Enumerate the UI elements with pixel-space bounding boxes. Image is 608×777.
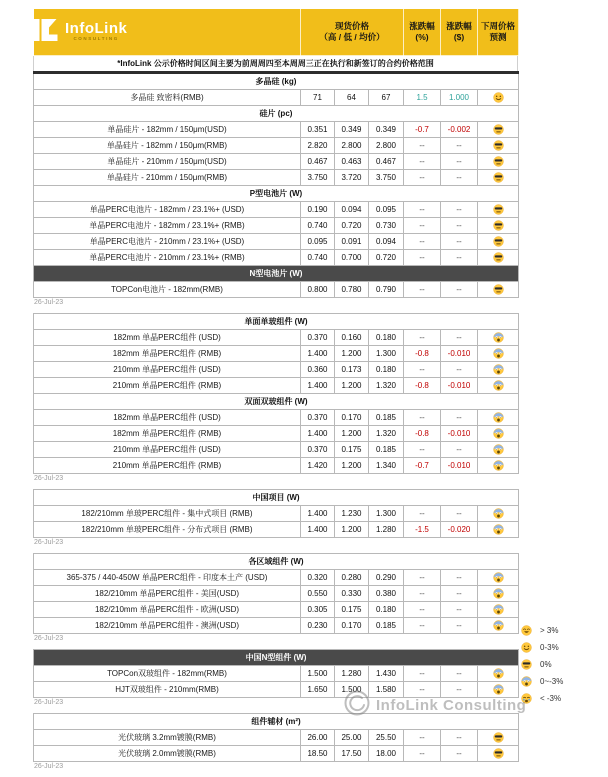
- price-avg: 18.00: [369, 746, 404, 762]
- table-row: [34, 618, 519, 634]
- table-row: [34, 746, 519, 762]
- price-high: 1.420: [301, 458, 335, 474]
- table-row: [34, 330, 519, 346]
- price-table-group-2: [33, 313, 519, 474]
- price-avg: 0.790: [369, 282, 404, 298]
- product-name: 单晶PERC电池片 - 210mm / 23.1%+ (USD): [34, 234, 301, 250]
- table-row: [34, 170, 519, 186]
- change-pct: --: [404, 506, 441, 522]
- price-high: 0.230: [301, 618, 335, 634]
- table-row: [34, 234, 519, 250]
- price-avg: 0.185: [369, 618, 404, 634]
- product-name: HJT双玻组件 - 210mm(RMB): [34, 682, 301, 698]
- fear-face-icon: [478, 602, 519, 618]
- table-row: [34, 362, 519, 378]
- product-name: 182mm 单晶PERC组件 (RMB): [34, 346, 301, 362]
- fear-face-icon: [478, 426, 519, 442]
- table-row: [34, 90, 519, 106]
- infolink-logo-icon: [34, 18, 60, 45]
- table-row: [34, 410, 519, 426]
- column-header-spot-price: 现货价格 （高 / 低 / 均价）: [301, 9, 404, 56]
- section-title: 单面单玻组件 (W): [34, 314, 519, 330]
- legend-label: > 3%: [540, 626, 559, 635]
- price-avg: 0.349: [369, 122, 404, 138]
- change-usd: --: [441, 234, 478, 250]
- price-avg: 1.580: [369, 682, 404, 698]
- change-pct: --: [404, 730, 441, 746]
- change-pct: --: [404, 250, 441, 266]
- price-low: 0.175: [335, 602, 369, 618]
- change-pct: --: [404, 218, 441, 234]
- change-pct: --: [404, 138, 441, 154]
- price-high: 1.400: [301, 346, 335, 362]
- price-high: 0.800: [301, 282, 335, 298]
- date-label: 26-Jul-23: [34, 539, 64, 546]
- product-name: 单晶硅片 - 210mm / 150μm(USD): [34, 154, 301, 170]
- section-title: 中国项目 (W): [34, 490, 519, 506]
- sunglasses-face-icon: [521, 656, 532, 674]
- table-row: [34, 218, 519, 234]
- table-row: [34, 570, 519, 586]
- price-note: *InfoLink 公示价格时间区间主要为前周周四至本周周三正在执行和新签订的合约价格范围: [33, 56, 518, 71]
- change-pct: -1.5: [404, 522, 441, 538]
- date-label: 26-Jul-23: [34, 475, 64, 482]
- product-name: 182mm 单晶PERC组件 (USD): [34, 330, 301, 346]
- table-row: [34, 506, 519, 522]
- table-row: [34, 442, 519, 458]
- price-avg: 1.320: [369, 426, 404, 442]
- price-high: 1.400: [301, 378, 335, 394]
- fear-face-icon: [478, 346, 519, 362]
- sunglasses-face-icon: [478, 138, 519, 154]
- section-title: 双面双玻组件 (W): [34, 394, 519, 410]
- price-table-group-4: [33, 553, 519, 634]
- change-pct: -0.7: [404, 122, 441, 138]
- price-avg: 0.720: [369, 250, 404, 266]
- fear-face-icon: [478, 506, 519, 522]
- product-name: 182mm 单晶PERC组件 (RMB): [34, 426, 301, 442]
- section-title: P型电池片 (W): [34, 186, 519, 202]
- column-header-change-pct: 涨跌幅 (%): [404, 9, 441, 56]
- change-usd: -0.002: [441, 122, 478, 138]
- price-avg: 0.185: [369, 442, 404, 458]
- price-avg: 0.180: [369, 362, 404, 378]
- price-avg: 1.340: [369, 458, 404, 474]
- change-usd: -0.010: [441, 426, 478, 442]
- fear-face-icon: [478, 458, 519, 474]
- price-avg: 1.300: [369, 346, 404, 362]
- price-high: 71: [301, 90, 335, 106]
- table-row: [34, 346, 519, 362]
- smile-face-icon: [521, 639, 532, 657]
- price-avg: 67: [369, 90, 404, 106]
- price-low: 0.170: [335, 410, 369, 426]
- change-pct: --: [404, 234, 441, 250]
- change-pct: -0.8: [404, 346, 441, 362]
- change-usd: -0.010: [441, 346, 478, 362]
- price-high: 0.095: [301, 234, 335, 250]
- price-low: 1.230: [335, 506, 369, 522]
- table-row: [34, 426, 519, 442]
- price-low: 0.349: [335, 122, 369, 138]
- change-pct: --: [404, 666, 441, 682]
- product-name: 单晶硅片 - 210mm / 150μm(RMB): [34, 170, 301, 186]
- fear-face-icon: [478, 570, 519, 586]
- change-pct: --: [404, 362, 441, 378]
- product-name: 210mm 单晶PERC组件 (USD): [34, 442, 301, 458]
- change-usd: -0.020: [441, 522, 478, 538]
- table-row: [34, 250, 519, 266]
- price-high: 1.400: [301, 522, 335, 538]
- change-usd: --: [441, 586, 478, 602]
- price-low: 0.780: [335, 282, 369, 298]
- section-header-row: [34, 73, 519, 90]
- change-pct: --: [404, 330, 441, 346]
- change-usd: --: [441, 618, 478, 634]
- change-pct: 1.5: [404, 90, 441, 106]
- product-name: 多晶硅 致密料(RMB): [34, 90, 301, 106]
- change-usd: --: [441, 666, 478, 682]
- fear-face-icon: [478, 410, 519, 426]
- change-pct: --: [404, 202, 441, 218]
- fear-face-icon: [521, 673, 532, 691]
- price-high: 1.650: [301, 682, 335, 698]
- price-avg: 0.180: [369, 330, 404, 346]
- product-name: 182/210mm 单玻PERC组件 - 集中式项目 (RMB): [34, 506, 301, 522]
- price-high: 18.50: [301, 746, 335, 762]
- change-usd: --: [441, 602, 478, 618]
- product-name: TOPCon双玻组件 - 182mm(RMB): [34, 666, 301, 682]
- price-high: 0.550: [301, 586, 335, 602]
- change-pct: --: [404, 682, 441, 698]
- change-usd: --: [441, 682, 478, 698]
- change-usd: --: [441, 442, 478, 458]
- change-pct: -0.8: [404, 426, 441, 442]
- price-low: 0.175: [335, 442, 369, 458]
- price-table-group-3: [33, 489, 519, 538]
- section-title: 多晶硅 (kg): [34, 73, 519, 90]
- price-low: 1.200: [335, 458, 369, 474]
- price-low: 2.800: [335, 138, 369, 154]
- price-avg: 0.094: [369, 234, 404, 250]
- price-high: 26.00: [301, 730, 335, 746]
- price-avg: 0.180: [369, 602, 404, 618]
- date-label: 26-Jul-23: [34, 763, 64, 770]
- price-low: 0.094: [335, 202, 369, 218]
- sunglasses-face-icon: [478, 282, 519, 298]
- section-header-row: [34, 394, 519, 410]
- table-row: [34, 666, 519, 682]
- change-pct: --: [404, 602, 441, 618]
- price-high: 1.500: [301, 666, 335, 682]
- change-usd: --: [441, 154, 478, 170]
- price-table-group-6: [33, 713, 519, 762]
- price-table-group-1: [33, 71, 519, 298]
- date-label: 26-Jul-23: [34, 635, 64, 642]
- fear-face-icon: [478, 330, 519, 346]
- watermark-text: InfoLink Consulting: [376, 697, 527, 714]
- forecast-legend: [521, 622, 563, 707]
- product-name: 210mm 单晶PERC组件 (USD): [34, 362, 301, 378]
- table-row: [34, 522, 519, 538]
- section-header-row: [34, 106, 519, 122]
- price-low: 25.00: [335, 730, 369, 746]
- price-high: 0.190: [301, 202, 335, 218]
- product-name: 单晶PERC电池片 - 210mm / 23.1%+ (RMB): [34, 250, 301, 266]
- price-low: 0.720: [335, 218, 369, 234]
- sunglasses-face-icon: [478, 154, 519, 170]
- change-usd: --: [441, 410, 478, 426]
- table-row: [34, 682, 519, 698]
- price-avg: 25.50: [369, 730, 404, 746]
- price-avg: 0.467: [369, 154, 404, 170]
- smile-face-icon: [478, 90, 519, 106]
- logo-subtitle: CONSULTING: [73, 36, 119, 42]
- price-low: 0.170: [335, 618, 369, 634]
- price-avg: 2.800: [369, 138, 404, 154]
- change-usd: --: [441, 202, 478, 218]
- section-header-row: [34, 266, 519, 282]
- product-name: 单晶硅片 - 182mm / 150μm(USD): [34, 122, 301, 138]
- sunglasses-face-icon: [478, 218, 519, 234]
- sunglasses-face-icon: [478, 122, 519, 138]
- section-title: 硅片 (pc): [34, 106, 519, 122]
- price-avg: 0.290: [369, 570, 404, 586]
- legend-item: [521, 656, 563, 673]
- price-low: 0.160: [335, 330, 369, 346]
- section-title: N型电池片 (W): [34, 266, 519, 282]
- legend-item: [521, 622, 563, 639]
- price-table-groups: [33, 71, 518, 772]
- section-header-row: [34, 650, 519, 666]
- change-usd: -0.010: [441, 458, 478, 474]
- sunglasses-face-icon: [478, 730, 519, 746]
- change-usd: --: [441, 282, 478, 298]
- change-usd: --: [441, 506, 478, 522]
- price-avg: 1.300: [369, 506, 404, 522]
- fear-face-icon: [478, 682, 519, 698]
- laugh-face-icon: [521, 622, 532, 640]
- product-name: 光伏玻璃 2.0mm镀膜(RMB): [34, 746, 301, 762]
- change-usd: --: [441, 138, 478, 154]
- product-name: 单晶PERC电池片 - 182mm / 23.1%+ (RMB): [34, 218, 301, 234]
- price-low: 0.280: [335, 570, 369, 586]
- price-low: 0.330: [335, 586, 369, 602]
- table-row: [34, 122, 519, 138]
- change-pct: --: [404, 586, 441, 602]
- change-usd: --: [441, 250, 478, 266]
- price-low: 0.173: [335, 362, 369, 378]
- legend-item: [521, 690, 563, 707]
- infolink-logo: [34, 9, 301, 56]
- cry-face-icon: [521, 690, 532, 708]
- fear-face-icon: [478, 618, 519, 634]
- table-row: [34, 138, 519, 154]
- price-low: 1.200: [335, 426, 369, 442]
- table-row: [34, 378, 519, 394]
- fear-face-icon: [478, 362, 519, 378]
- price-low: 1.200: [335, 522, 369, 538]
- change-pct: --: [404, 170, 441, 186]
- change-pct: --: [404, 442, 441, 458]
- product-name: 182/210mm 单晶PERC组件 - 美国(USD): [34, 586, 301, 602]
- legend-label: 0-3%: [540, 643, 559, 652]
- change-pct: --: [404, 746, 441, 762]
- product-name: 210mm 单晶PERC组件 (RMB): [34, 378, 301, 394]
- price-high: 0.360: [301, 362, 335, 378]
- fear-face-icon: [478, 442, 519, 458]
- table-row: [34, 586, 519, 602]
- product-name: 365-375 / 440-450W 单晶PERC组件 - 印度本土产 (USD): [34, 570, 301, 586]
- table-row: [34, 202, 519, 218]
- price-high: 0.370: [301, 442, 335, 458]
- section-title: 组件辅材 (m²): [34, 714, 519, 730]
- price-low: 1.280: [335, 666, 369, 682]
- date-label: 26-Jul-23: [34, 699, 64, 706]
- table-row: [34, 730, 519, 746]
- change-usd: 1.000: [441, 90, 478, 106]
- price-high: 2.820: [301, 138, 335, 154]
- legend-label: < -3%: [540, 694, 562, 703]
- section-header-row: [34, 314, 519, 330]
- sunglasses-face-icon: [478, 202, 519, 218]
- price-high: 0.320: [301, 570, 335, 586]
- column-header-change-usd: 涨跌幅 ($): [441, 9, 478, 56]
- change-pct: --: [404, 410, 441, 426]
- fear-face-icon: [478, 522, 519, 538]
- price-low: 1.200: [335, 346, 369, 362]
- product-name: 182/210mm 单玻PERC组件 - 分布式项目 (RMB): [34, 522, 301, 538]
- change-usd: --: [441, 570, 478, 586]
- product-name: 182/210mm 单晶PERC组件 - 欧洲(USD): [34, 602, 301, 618]
- price-avg: 0.380: [369, 586, 404, 602]
- change-pct: --: [404, 570, 441, 586]
- sunglasses-face-icon: [478, 746, 519, 762]
- sunglasses-face-icon: [478, 234, 519, 250]
- report-header: [33, 8, 519, 56]
- section-title: 中国N型组件 (W): [34, 650, 519, 666]
- legend-item: [521, 639, 563, 656]
- product-name: 210mm 单晶PERC组件 (RMB): [34, 458, 301, 474]
- change-usd: --: [441, 170, 478, 186]
- price-high: 0.740: [301, 250, 335, 266]
- product-name: TOPCon电池片 - 182mm(RMB): [34, 282, 301, 298]
- change-usd: --: [441, 330, 478, 346]
- price-avg: 0.095: [369, 202, 404, 218]
- change-pct: --: [404, 618, 441, 634]
- table-row: [34, 154, 519, 170]
- price-avg: 1.430: [369, 666, 404, 682]
- change-pct: -0.8: [404, 378, 441, 394]
- price-avg: 1.280: [369, 522, 404, 538]
- change-usd: --: [441, 218, 478, 234]
- product-name: 单晶硅片 - 182mm / 150μm(RMB): [34, 138, 301, 154]
- fear-face-icon: [478, 586, 519, 602]
- sunglasses-face-icon: [478, 250, 519, 266]
- price-avg: 0.185: [369, 410, 404, 426]
- fear-face-icon: [478, 378, 519, 394]
- section-title: 各区域组件 (W): [34, 554, 519, 570]
- price-low: 0.700: [335, 250, 369, 266]
- sunglasses-face-icon: [478, 170, 519, 186]
- price-report: [33, 8, 518, 777]
- logo-name: InfoLink: [65, 20, 128, 38]
- legend-item: [521, 673, 563, 690]
- price-low: 0.091: [335, 234, 369, 250]
- change-pct: -0.7: [404, 458, 441, 474]
- price-table-group-5: [33, 649, 519, 698]
- change-usd: -0.010: [441, 378, 478, 394]
- change-usd: --: [441, 746, 478, 762]
- price-low: 0.463: [335, 154, 369, 170]
- change-pct: --: [404, 154, 441, 170]
- fear-face-icon: [478, 666, 519, 682]
- price-low: 3.720: [335, 170, 369, 186]
- price-high: 0.740: [301, 218, 335, 234]
- price-low: 17.50: [335, 746, 369, 762]
- change-usd: --: [441, 730, 478, 746]
- price-high: 0.370: [301, 330, 335, 346]
- price-avg: 3.750: [369, 170, 404, 186]
- column-header-forecast: 下周价格 预测: [478, 9, 519, 56]
- table-row: [34, 602, 519, 618]
- product-name: 单晶PERC电池片 - 182mm / 23.1%+ (USD): [34, 202, 301, 218]
- price-high: 3.750: [301, 170, 335, 186]
- price-high: 0.351: [301, 122, 335, 138]
- product-name: 182/210mm 单晶PERC组件 - 澳洲(USD): [34, 618, 301, 634]
- legend-label: 0%: [540, 660, 552, 669]
- price-avg: 0.730: [369, 218, 404, 234]
- price-high: 1.400: [301, 506, 335, 522]
- section-header-row: [34, 186, 519, 202]
- product-name: 光伏玻璃 3.2mm镀膜(RMB): [34, 730, 301, 746]
- change-pct: --: [404, 282, 441, 298]
- change-usd: --: [441, 362, 478, 378]
- table-row: [34, 458, 519, 474]
- price-low: 64: [335, 90, 369, 106]
- price-avg: 1.320: [369, 378, 404, 394]
- price-high: 0.467: [301, 154, 335, 170]
- price-high: 0.370: [301, 410, 335, 426]
- price-low: 1.200: [335, 378, 369, 394]
- price-high: 0.305: [301, 602, 335, 618]
- product-name: 182mm 单晶PERC组件 (USD): [34, 410, 301, 426]
- legend-label: 0~-3%: [540, 677, 564, 686]
- section-header-row: [34, 490, 519, 506]
- price-low: 1.500: [335, 682, 369, 698]
- section-header-row: [34, 714, 519, 730]
- price-high: 1.400: [301, 426, 335, 442]
- date-label: 26-Jul-23: [34, 299, 64, 306]
- table-row: [34, 282, 519, 298]
- section-header-row: [34, 554, 519, 570]
